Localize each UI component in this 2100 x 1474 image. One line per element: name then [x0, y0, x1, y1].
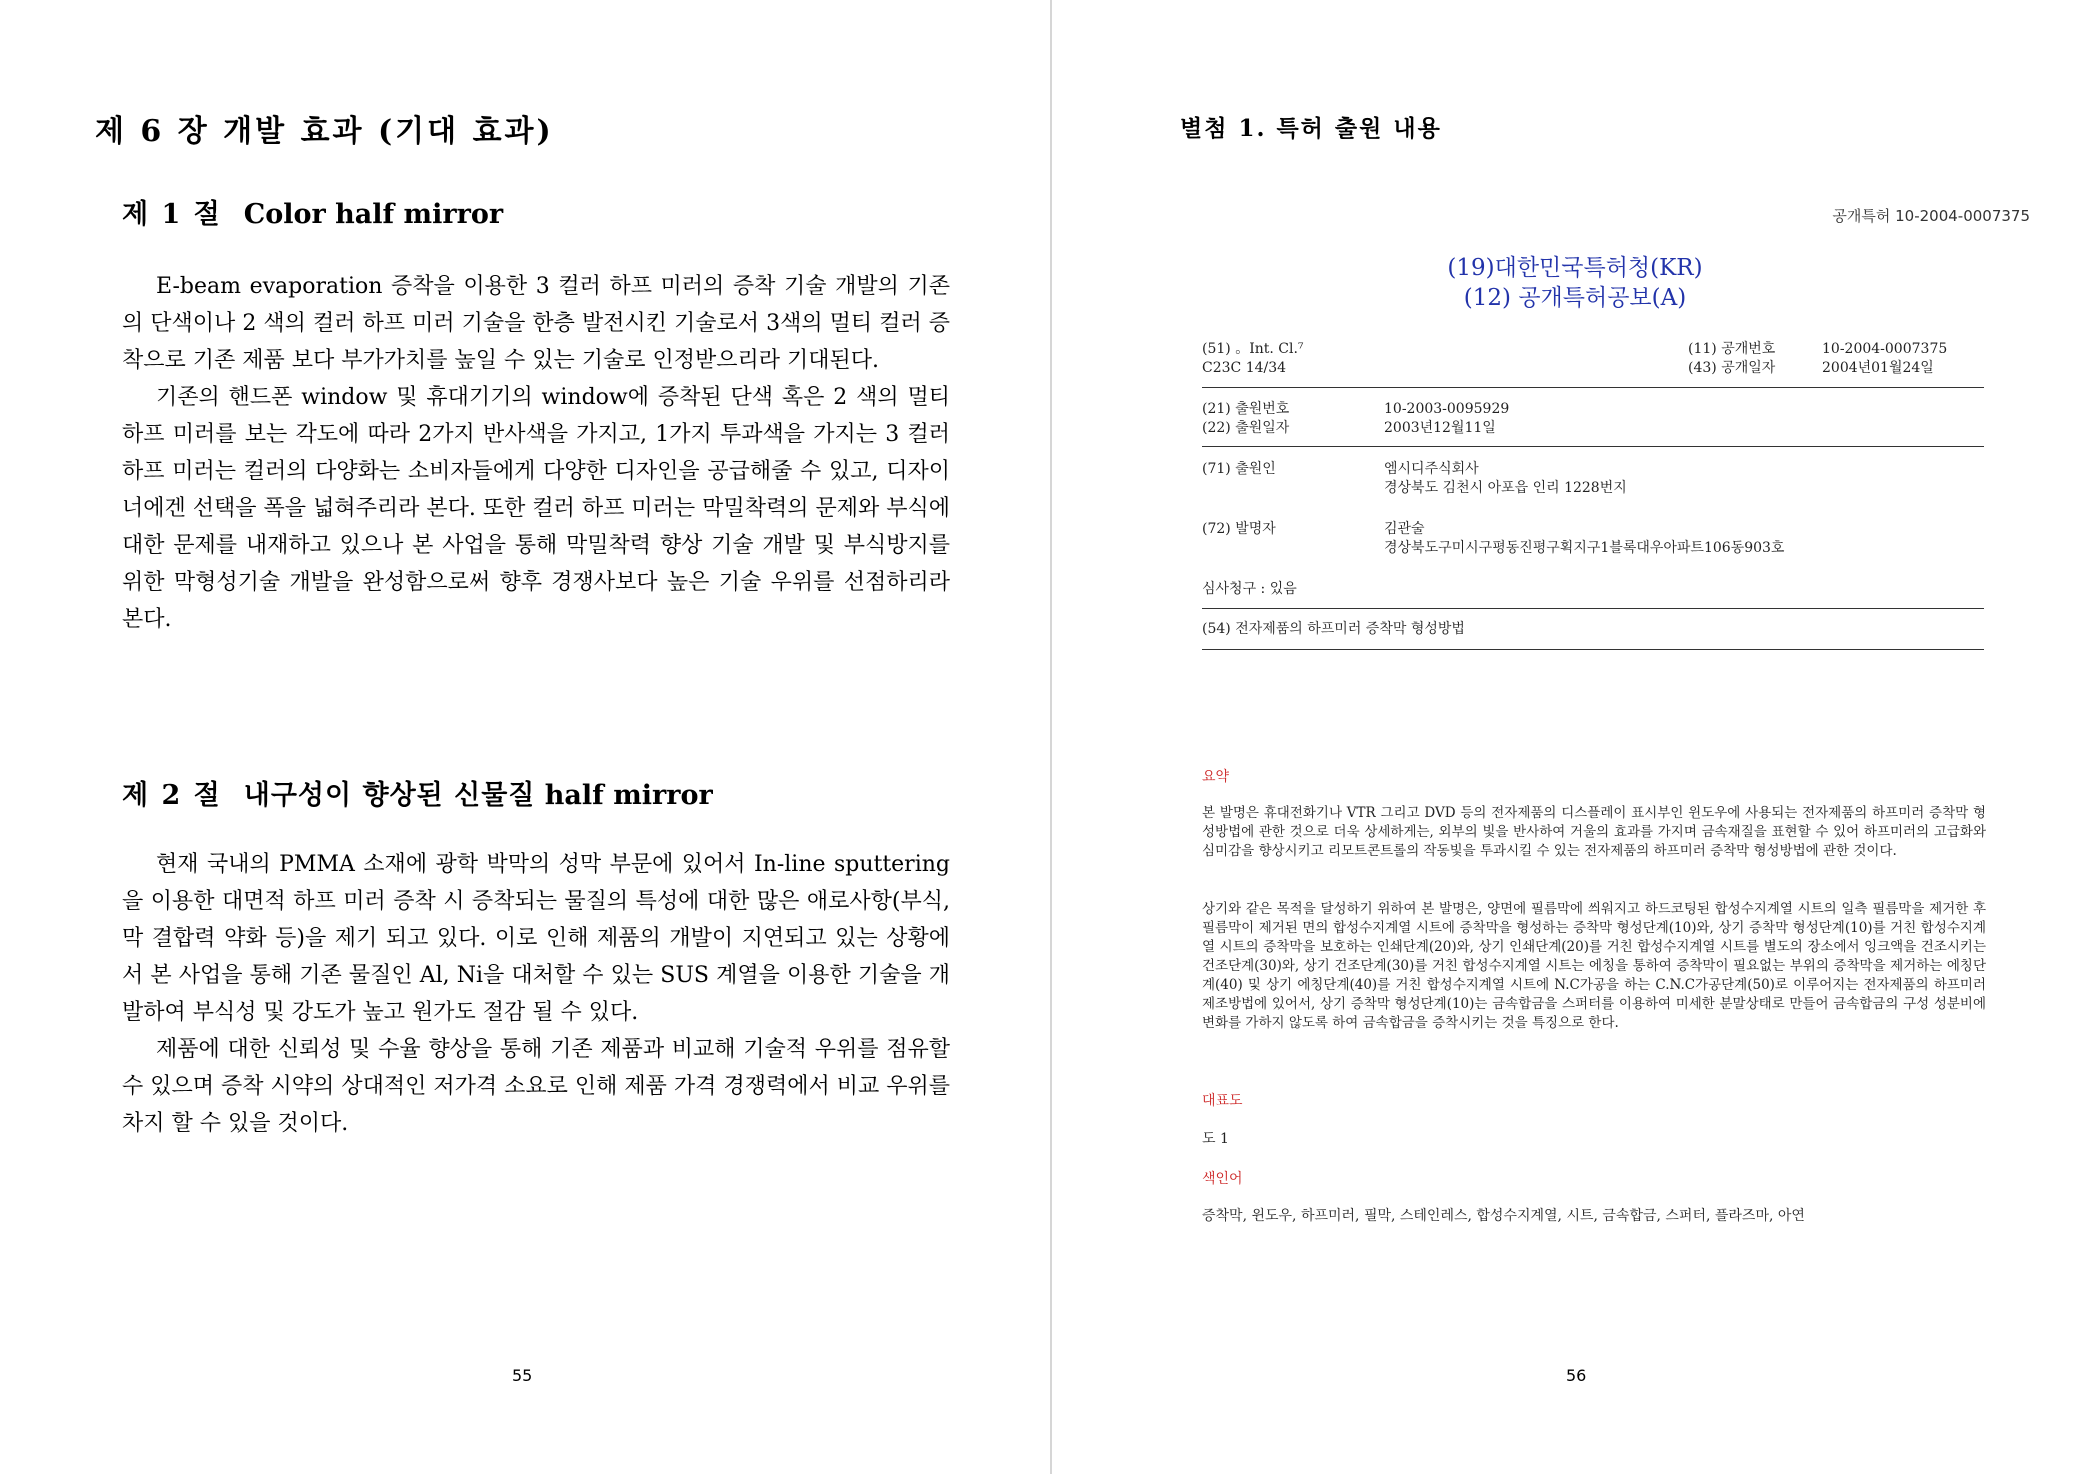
application-date-label: (22) 출원일자: [1202, 420, 1290, 436]
section-2-paragraph-1: 현재 국내의 PMMA 소재에 광학 박막의 성막 부문에 있어서 In-line sputtering을 이용한 대면적 하프 미러 증착 시 증착되는 물질의 특성에 대한 많은 애로사항(부식, 막 결합력 약화 등)을 제기 되고 있다. 이로 인해 제품의 개발이 지연되고 있는 상황에서 본 사업을 통해 기존 물질인 Al, Ni을 대처할 수 있는 SUS 계열을 이용한 기술을 개발하여 부식성 및 강도가 높고 원가도 절감 될 수 있다.: [122, 852, 950, 1025]
right-page: [1052, 0, 2100, 1474]
section-1-paragraph-1: E-beam evaporation 증착을 이용한 3 컬러 하프 미러의 증착 기술 개발의 기존의 단색이나 2 색의 컬러 하프 미러 기술을 한층 발전시킨 기술로서 3색의 멀티 컬러 증착으로 기존 제품 보다 부가가치를 높일 수 있는 기술로 인정받으리라 기대된다.: [122, 274, 950, 373]
application-date-value: 2003년12월11일: [1384, 420, 1496, 436]
representative-figure-label: 대표도: [1202, 1093, 1243, 1109]
application-no-value: 10-2003-0095929: [1384, 401, 1510, 417]
applicant-label: (71) 출원인: [1202, 461, 1276, 477]
inventor-address: 경상북도구미시구평동진평구획지구1블록대우아파트106동903호: [1384, 540, 1785, 556]
publication-number-header: 공개특허 10-2004-0007375: [1832, 207, 2030, 225]
section-1-heading: Color half mirror: [243, 199, 504, 230]
publication-date-value: 2004년01월24일: [1822, 360, 1934, 376]
section-1-body: [122, 268, 950, 638]
publication-no-label: (11) 공개번호: [1688, 341, 1776, 357]
publication-date-label: (43) 공개일자: [1688, 360, 1776, 376]
page-number-left: 55: [512, 1366, 533, 1385]
section-1-paragraph-2: 기존의 핸드폰 window 및 휴대기기의 window에 증착된 단색 혹은 2 색의 멀티 하프 미러를 보는 각도에 따라 2가지 반사색을 가지고, 1가지 투과색을 가지는 3 컬러 하프 미러는 컬러의 다양화는 소비자들에게 다양한 디자인을 공급해줄 수 있고, 디자이너에겐 선택을 폭을 넓혀주리라 본다. 또한 컬러 하프 미러는 막밀착력의 문제와 부식에 대한 문제를 내재하고 있으나 본 사업을 통해 막밀착력 향상 기술 개발 및 부식방지를 위한 막형성기술 개발을 완성함으로써 향후 경쟁사보다 높은 기술 우위를 선점하리라 본다.: [122, 385, 950, 632]
inventor-name: 김관술: [1384, 521, 1425, 537]
section-2-paragraph-2: 제품에 대한 신뢰성 및 수율 향상을 통해 기존 제품과 비교해 기술적 우위를 점유할 수 있으며 증착 시약의 상대적인 저가격 소요로 인해 제품 가격 경쟁력에서 비교 우위를 차지 할 수 있을 것이다.: [122, 1037, 950, 1136]
inventor-label: (72) 발명자: [1202, 521, 1276, 537]
keywords-value: 증착막, 윈도우, 하프미러, 필막, 스테인레스, 합성수지계열, 시트, 금속합금, 스퍼터, 플라즈마, 아연: [1202, 1208, 1805, 1224]
application-no-label: (21) 출원번호: [1202, 401, 1290, 417]
patent-office-line-1: (19)대한민국특허청(KR): [1447, 255, 1703, 281]
section-2-heading-kr: 내구성이 향상된 신물질: [243, 780, 536, 811]
appendix-title: 별첨 1. 특허 출원 내용: [1180, 115, 1442, 142]
patent-office-line-2: (12) 공개특허공보(A): [1463, 285, 1687, 311]
exam-request: 심사청구 : 있음: [1202, 581, 1297, 597]
applicant-name: 엠시디주식회사: [1384, 461, 1479, 477]
ipc-value: C23C 14/34: [1202, 360, 1287, 376]
divider-3: [1202, 608, 1984, 609]
representative-figure-value: 도 1: [1202, 1131, 1229, 1147]
page-number-right: 56: [1566, 1366, 1587, 1385]
divider-1: [1202, 387, 1984, 388]
patent-office-title: [1235, 253, 1915, 313]
section-2-title: [122, 773, 713, 812]
invention-title: (54) 전자제품의 하프미러 증착막 형성방법: [1202, 621, 1465, 637]
divider-2: [1202, 446, 1984, 447]
divider-4: [1202, 649, 1984, 650]
applicant-address: 경상북도 김천시 아포읍 인리 1228번지: [1384, 480, 1627, 496]
section-2-body: [122, 846, 950, 1142]
abstract-label: 요약: [1202, 769, 1230, 785]
section-2-heading-en: half mirror: [544, 780, 713, 811]
keywords-label: 색인어: [1202, 1171, 1243, 1187]
publication-no-value: 10-2004-0007375: [1822, 341, 1948, 357]
section-2-number: 제 2 절: [122, 780, 222, 811]
abstract-paragraph-1: 본 발명은 휴대전화기나 VTR 그리고 DVD 등의 전자제품의 디스플레이 표시부인 윈도우에 사용되는 전자제품의 하프미러 증착막 형성방법에 관한 것으로 더욱 상세하게는, 외부의 빛을 반사하여 거울의 효과를 가지며 금속재질을 표현할 수 있어 하프미러의 고급화와 심미감을 향상시키고 리모트콘트롤의 작동빛을 투과시킬 수 있는 전자제품의 하프미러 증착막 형성방법에 관한 것이다.: [1202, 805, 1986, 859]
chapter-title: 제 6 장 개발 효과 (기대 효과): [95, 114, 554, 149]
ipc-label: (51) 。Int. Cl.⁷: [1202, 341, 1304, 357]
section-1-number: 제 1 절: [122, 199, 222, 230]
abstract-paragraph-2: 상기와 같은 목적을 달성하기 위하여 본 발명은, 양면에 필름막에 씌워지고 하드코팅된 합성수지계열 시트의 일측 필름막을 제거한 후 필름막이 제거된 면의 합성수지계열 시트에 증착막을 형성하는 증착막 형성단계(10)와, 상기 증착막 형성단계(10)를 거친 합성수지계열 시트의 증착막을 보호하는 인쇄단계(20)와, 상기 인쇄단계(20)를 거친 합성수지계열 시트를 별도의 장소에서 잉크액을 건조시키는 건조단계(30)와, 상기 건조단계(30)를 거친 합성수지계열 시트는 에칭을 통하여 증착막이 필요없는 부위의 증착막을 제거하는 에칭단계(40) 및 상기 에칭단계(40)를 거친 합성수지계열 시트에 N.C가공을 하는 C.N.C가공단계(50)로 이루어지는 전자제품의 하프미러 제조방법에 있어서, 상기 증착막 형성단계(10)는 금속합금을 스퍼터를 이용하여 미세한 분말상태로 만들어 금속합금의 구성 성분비에 변화를 가하지 않도록 하여 금속합금을 증착시키는 것을 특징으로 한다.: [1202, 901, 1986, 1031]
section-1-title: [122, 192, 503, 231]
